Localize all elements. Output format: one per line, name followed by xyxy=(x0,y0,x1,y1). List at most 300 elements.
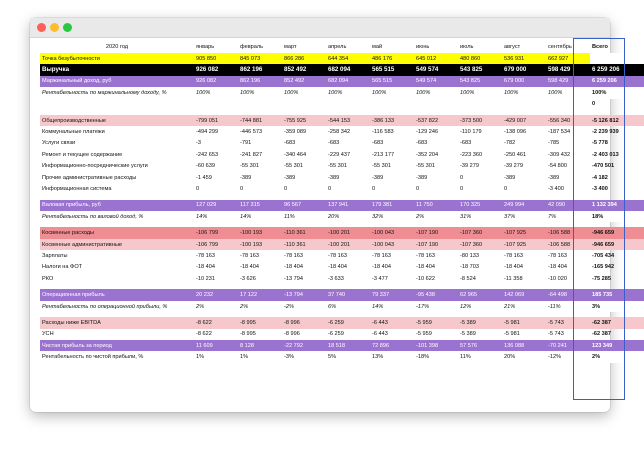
value-cell[interactable]: 37 740 xyxy=(326,289,370,300)
value-cell[interactable]: 32% xyxy=(372,213,384,220)
value-cell[interactable]: -106 799 xyxy=(194,239,238,250)
value-cell[interactable]: -213 177 xyxy=(372,151,395,158)
table-row xyxy=(40,99,644,110)
value-cell[interactable]: -55 301 xyxy=(284,163,303,170)
row-label[interactable]: Зарплаты xyxy=(42,252,68,259)
value-cell[interactable]: -340 464 xyxy=(284,151,307,158)
total-cell[interactable] xyxy=(590,53,644,64)
table-row xyxy=(40,317,644,328)
value-cell[interactable]: -78 163 xyxy=(328,252,347,259)
total-cell[interactable]: 100% xyxy=(590,87,644,98)
total-cell[interactable]: -2 403 013 xyxy=(592,151,619,158)
value-cell[interactable]: 170 325 xyxy=(458,200,502,211)
value-cell[interactable]: -429 007 xyxy=(502,115,546,126)
value-cell[interactable]: 565 515 xyxy=(370,76,414,87)
value-cell[interactable]: 31% xyxy=(460,213,472,220)
value-cell[interactable]: 20% xyxy=(328,213,340,220)
total-cell[interactable]: -3 400 xyxy=(592,185,608,192)
value-cell[interactable]: -389 xyxy=(284,174,296,181)
total-cell[interactable]: -5 126 812 xyxy=(590,115,644,126)
total-cell[interactable]: -946 659 xyxy=(590,227,644,238)
value-cell[interactable]: -537 822 xyxy=(414,115,458,126)
value-cell[interactable]: -389 xyxy=(416,174,428,181)
value-cell[interactable]: 679 000 xyxy=(502,76,546,87)
value-cell[interactable]: -5 981 xyxy=(502,317,546,328)
value-cell[interactable]: 142 069 xyxy=(502,289,546,300)
month-header: февраль xyxy=(240,43,264,50)
value-cell[interactable]: -446 573 xyxy=(240,129,263,136)
value-cell[interactable]: -18 404 xyxy=(372,264,391,271)
value-cell[interactable]: -6 443 xyxy=(372,331,388,338)
value-cell[interactable]: 852 492 xyxy=(282,64,326,75)
value-cell[interactable]: -683 xyxy=(284,140,296,147)
value-cell[interactable]: -107 360 xyxy=(458,239,502,250)
row-label[interactable]: РКО xyxy=(42,275,54,282)
table-row xyxy=(40,250,644,261)
table-row xyxy=(40,329,644,340)
value-cell[interactable]: 682 094 xyxy=(326,64,370,75)
value-cell[interactable]: 0 xyxy=(328,185,332,192)
value-cell[interactable]: -8 622 xyxy=(194,317,238,328)
total-cell[interactable]: 18% xyxy=(590,211,644,222)
value-cell[interactable]: -10 622 xyxy=(416,275,435,282)
month-header: июнь xyxy=(416,43,430,50)
row-label[interactable]: Чистая прибыль за период xyxy=(40,340,194,351)
value-cell[interactable]: 486 176 xyxy=(370,53,414,64)
value-cell[interactable]: -5 389 xyxy=(460,331,476,338)
value-cell[interactable]: 866 286 xyxy=(282,53,326,64)
value-cell[interactable]: -386 133 xyxy=(370,115,414,126)
table-row xyxy=(40,351,644,362)
value-cell[interactable]: 14% xyxy=(372,303,384,310)
table-row xyxy=(40,161,644,172)
value-cell[interactable]: -106 588 xyxy=(546,227,590,238)
row-label[interactable]: Выручка xyxy=(40,64,194,75)
total-cell[interactable]: 1 132 394 xyxy=(590,200,644,211)
value-cell[interactable]: -60 639 xyxy=(196,163,215,170)
value-cell[interactable]: -3 xyxy=(196,140,201,147)
value-cell[interactable]: -55 301 xyxy=(240,163,259,170)
value-cell[interactable]: -107 925 xyxy=(502,239,546,250)
value-cell[interactable]: 536 931 xyxy=(502,53,546,64)
total-cell[interactable]: -2 239 939 xyxy=(592,129,619,136)
value-cell[interactable]: 682 094 xyxy=(326,76,370,87)
value-cell[interactable]: -258 342 xyxy=(328,129,351,136)
value-cell[interactable]: 11 609 xyxy=(194,340,238,351)
value-cell[interactable]: 20 232 xyxy=(194,289,238,300)
value-cell[interactable]: 62 965 xyxy=(458,289,502,300)
value-cell[interactable]: 549 574 xyxy=(414,76,458,87)
value-cell[interactable] xyxy=(194,99,238,110)
total-cell[interactable]: -165 942 xyxy=(592,264,615,271)
value-cell[interactable]: -187 534 xyxy=(548,129,571,136)
row-label[interactable]: Информационно-посреднические услуги xyxy=(42,163,148,170)
value-cell[interactable]: -55 301 xyxy=(372,163,391,170)
value-cell[interactable]: -241 827 xyxy=(240,151,263,158)
value-cell[interactable]: 565 515 xyxy=(370,64,414,75)
value-cell[interactable]: 7% xyxy=(548,213,557,220)
value-cell[interactable] xyxy=(502,99,546,110)
value-cell[interactable]: -3% xyxy=(284,354,294,361)
value-cell[interactable]: 18 518 xyxy=(326,340,370,351)
value-cell[interactable]: -78 163 xyxy=(284,252,303,259)
row-label[interactable]: Коммунальные платежи xyxy=(42,129,105,136)
value-cell[interactable] xyxy=(370,99,414,110)
value-cell[interactable] xyxy=(414,99,458,110)
value-cell[interactable]: -389 xyxy=(504,174,516,181)
value-cell[interactable]: -100 201 xyxy=(326,227,370,238)
value-cell[interactable]: -242 653 xyxy=(196,151,219,158)
value-cell[interactable]: -352 204 xyxy=(416,151,439,158)
month-header: сентябрь xyxy=(548,43,572,50)
value-cell[interactable]: 645 012 xyxy=(414,53,458,64)
value-cell[interactable]: 127 029 xyxy=(194,200,238,211)
value-cell[interactable]: -95 438 xyxy=(414,289,458,300)
value-cell[interactable]: 14% xyxy=(240,213,252,220)
value-cell[interactable]: 0 xyxy=(416,185,420,192)
total-cell[interactable]: -470 501 xyxy=(592,163,615,170)
value-cell[interactable]: 17 122 xyxy=(238,289,282,300)
value-cell[interactable]: -78 163 xyxy=(548,252,567,259)
value-cell[interactable]: -6 259 xyxy=(328,331,344,338)
month-header: июль xyxy=(460,43,474,50)
value-cell[interactable] xyxy=(546,99,590,110)
value-cell[interactable]: 20% xyxy=(504,354,516,361)
value-cell[interactable]: -138 096 xyxy=(504,129,527,136)
value-cell[interactable]: -8 996 xyxy=(284,331,300,338)
value-cell[interactable]: 37% xyxy=(504,213,516,220)
value-cell[interactable]: -55 301 xyxy=(328,163,347,170)
value-cell[interactable]: 100% xyxy=(328,89,343,96)
value-cell[interactable]: 100% xyxy=(196,89,211,96)
row-label[interactable]: Рентабельность по валовой доход, % xyxy=(42,213,144,220)
value-cell[interactable]: 926 082 xyxy=(194,64,238,75)
value-cell[interactable]: 905 850 xyxy=(194,53,238,64)
total-cell[interactable]: 123 349 xyxy=(590,340,644,351)
value-cell[interactable]: -18 404 xyxy=(416,264,435,271)
minimize-window-button[interactable] xyxy=(50,23,59,32)
value-cell[interactable]: -3 477 xyxy=(372,275,388,282)
value-cell[interactable]: -389 xyxy=(240,174,252,181)
close-window-button[interactable] xyxy=(37,23,46,32)
value-cell[interactable]: 21% xyxy=(504,303,516,310)
value-cell[interactable]: -116 583 xyxy=(372,129,394,136)
value-cell[interactable]: 100% xyxy=(372,89,387,96)
value-cell[interactable]: 0 xyxy=(196,185,200,192)
value-cell[interactable]: -683 xyxy=(372,140,384,147)
value-cell[interactable]: 72 896 xyxy=(370,340,414,351)
value-cell[interactable]: -107 360 xyxy=(458,227,502,238)
value-cell[interactable]: -55 301 xyxy=(416,163,435,170)
value-cell[interactable]: -799 051 xyxy=(194,115,238,126)
value-cell[interactable]: -110 361 xyxy=(282,227,326,238)
value-cell[interactable]: 598 429 xyxy=(546,64,590,75)
value-cell[interactable]: -3 400 xyxy=(548,185,564,192)
value-cell[interactable]: 0 xyxy=(504,185,508,192)
value-cell[interactable]: -106 799 xyxy=(194,227,238,238)
month-header: апрель xyxy=(328,43,347,50)
value-cell[interactable]: -782 xyxy=(504,140,516,147)
value-cell[interactable]: -39 279 xyxy=(460,163,479,170)
value-cell[interactable]: -100 193 xyxy=(238,239,282,250)
value-cell[interactable]: -80 133 xyxy=(460,252,479,259)
value-cell[interactable]: -8 622 xyxy=(196,331,212,338)
value-cell[interactable]: -8 995 xyxy=(240,331,256,338)
month-header: август xyxy=(504,43,521,50)
value-cell[interactable] xyxy=(282,99,326,110)
value-cell[interactable]: -18% xyxy=(416,354,430,361)
value-cell[interactable]: 0 xyxy=(240,185,244,192)
value-cell[interactable]: -229 437 xyxy=(328,151,351,158)
row-label[interactable]: Операционная прибыль xyxy=(40,289,194,300)
value-cell[interactable]: 480 860 xyxy=(458,53,502,64)
value-cell[interactable]: -110 179 xyxy=(460,129,482,136)
total-cell[interactable]: -62 387 xyxy=(590,317,644,328)
row-label[interactable]: Рентабельность по операционной прибыли, % xyxy=(42,303,168,310)
value-cell[interactable]: -2% xyxy=(284,303,294,310)
value-cell[interactable]: -18 404 xyxy=(284,264,303,271)
value-cell[interactable]: 57 576 xyxy=(458,340,502,351)
table-row xyxy=(40,289,644,300)
value-cell[interactable]: -755 925 xyxy=(282,115,326,126)
value-cell[interactable]: -10 020 xyxy=(548,275,567,282)
table-row xyxy=(40,183,644,194)
value-cell[interactable]: 137 941 xyxy=(326,200,370,211)
value-cell[interactable]: -556 340 xyxy=(546,115,590,126)
value-cell[interactable]: -70 241 xyxy=(546,340,590,351)
value-cell[interactable]: -78 163 xyxy=(372,252,391,259)
total-cell[interactable]: -62 387 xyxy=(592,331,611,338)
value-cell[interactable]: -744 881 xyxy=(238,115,282,126)
value-cell[interactable] xyxy=(458,99,502,110)
value-cell[interactable]: -100 201 xyxy=(326,239,370,250)
row-label[interactable]: Прочие административные расходы xyxy=(42,174,137,181)
value-cell[interactable]: 549 574 xyxy=(414,64,458,75)
table-row xyxy=(40,76,644,87)
value-cell[interactable]: -309 432 xyxy=(548,151,571,158)
value-cell[interactable] xyxy=(238,99,282,110)
value-cell[interactable]: -12% xyxy=(548,354,562,361)
table-row xyxy=(40,64,644,75)
value-cell[interactable]: -54 800 xyxy=(548,163,567,170)
total-cell[interactable]: 0 xyxy=(592,101,596,108)
value-cell[interactable]: -18 404 xyxy=(240,264,259,271)
value-cell[interactable]: 100% xyxy=(548,89,563,96)
month-header: май xyxy=(372,43,383,50)
value-cell[interactable]: 852 492 xyxy=(282,76,326,87)
value-cell[interactable]: -373 500 xyxy=(458,115,502,126)
value-cell[interactable]: -6 259 xyxy=(326,317,370,328)
value-cell[interactable]: -683 xyxy=(416,140,428,147)
value-cell[interactable]: 543 825 xyxy=(458,64,502,75)
value-cell[interactable]: -17% xyxy=(416,303,430,310)
value-cell[interactable]: -100 193 xyxy=(238,227,282,238)
row-label[interactable]: Общепроизводственные xyxy=(40,115,194,126)
value-cell[interactable]: -494 299 xyxy=(196,129,219,136)
row-label[interactable]: Маржинальный доход, руб xyxy=(40,76,194,87)
value-cell[interactable]: 543 825 xyxy=(458,76,502,87)
value-cell[interactable]: -129 246 xyxy=(416,129,439,136)
value-cell[interactable]: -5 743 xyxy=(546,317,590,328)
value-cell[interactable]: -100 043 xyxy=(370,227,414,238)
table-row xyxy=(40,301,644,312)
value-cell[interactable]: -13 794 xyxy=(284,275,303,282)
value-cell[interactable]: -18 404 xyxy=(504,264,523,271)
value-cell[interactable] xyxy=(326,99,370,110)
value-cell[interactable]: -100 043 xyxy=(370,239,414,250)
total-cell[interactable]: -4 182 xyxy=(592,174,608,181)
row-label[interactable]: Рентабельность по чистой прибыли, % xyxy=(42,354,144,361)
value-cell[interactable]: -8 995 xyxy=(238,317,282,328)
value-cell[interactable]: 249 994 xyxy=(502,200,546,211)
row-label[interactable]: Налоги на ФОТ xyxy=(42,264,83,271)
total-cell[interactable]: -5 778 xyxy=(592,140,608,147)
value-cell[interactable]: -18 404 xyxy=(548,264,567,271)
total-cell[interactable]: -75 285 xyxy=(592,275,611,282)
total-cell[interactable]: -705 434 xyxy=(592,252,615,259)
value-cell[interactable]: 0 xyxy=(460,174,464,181)
value-cell[interactable]: 100% xyxy=(416,89,431,96)
value-cell[interactable]: 2% xyxy=(196,303,205,310)
total-cell[interactable]: 6 259 206 xyxy=(590,64,644,75)
value-cell[interactable]: 845 073 xyxy=(238,53,282,64)
value-cell[interactable]: 8 128 xyxy=(238,340,282,351)
value-cell[interactable]: 1% xyxy=(196,354,205,361)
value-cell[interactable]: 0 xyxy=(460,185,464,192)
value-cell[interactable]: -544 153 xyxy=(326,115,370,126)
total-cell[interactable]: 3% xyxy=(590,301,644,312)
row-label[interactable]: Услуги связи xyxy=(42,140,76,147)
total-cell[interactable]: 6 259 206 xyxy=(590,76,644,87)
row-label[interactable]: УСН xyxy=(42,331,54,338)
value-cell[interactable]: 100% xyxy=(460,89,475,96)
row-label[interactable]: Точка безубыточности xyxy=(40,53,194,64)
value-cell[interactable]: -18 404 xyxy=(328,264,347,271)
value-cell[interactable]: -78 163 xyxy=(416,252,435,259)
value-cell[interactable]: 136 088 xyxy=(502,340,546,351)
value-cell[interactable]: -11% xyxy=(548,303,561,310)
value-cell[interactable]: -8 996 xyxy=(282,317,326,328)
total-cell[interactable]: 2% xyxy=(590,351,644,362)
value-cell[interactable]: -107 925 xyxy=(502,227,546,238)
value-cell[interactable]: 862 196 xyxy=(238,64,282,75)
value-cell[interactable]: 0 xyxy=(372,185,376,192)
table-row xyxy=(40,126,644,137)
value-cell[interactable]: -78 163 xyxy=(240,252,259,259)
value-cell[interactable]: -10 231 xyxy=(196,275,215,282)
value-cell[interactable]: -5 981 xyxy=(504,331,520,338)
table-row xyxy=(40,340,644,351)
value-cell[interactable]: 100% xyxy=(240,89,255,96)
value-cell[interactable]: 179 381 xyxy=(370,200,414,211)
value-cell[interactable]: -101 398 xyxy=(414,340,458,351)
value-cell[interactable]: 11% xyxy=(460,354,471,361)
value-cell[interactable]: -3 633 xyxy=(328,275,344,282)
value-cell[interactable]: -683 xyxy=(328,140,340,147)
value-cell[interactable]: 12% xyxy=(460,303,472,310)
value-cell[interactable]: -785 xyxy=(548,140,560,147)
value-cell[interactable]: -683 xyxy=(460,140,472,147)
value-cell[interactable]: -389 xyxy=(328,174,340,181)
row-label[interactable]: Расходы ниже EBITDA xyxy=(40,317,194,328)
value-cell[interactable]: -791 xyxy=(240,140,252,147)
value-cell[interactable]: -107 190 xyxy=(414,227,458,238)
total-cell[interactable]: 185 735 xyxy=(590,289,644,300)
value-cell[interactable]: -22 792 xyxy=(282,340,326,351)
zoom-window-button[interactable] xyxy=(63,23,72,32)
value-cell[interactable]: -5 959 xyxy=(416,331,432,338)
value-cell[interactable]: 926 082 xyxy=(194,76,238,87)
value-cell[interactable]: -107 190 xyxy=(414,239,458,250)
value-cell[interactable]: 13% xyxy=(372,354,384,361)
value-cell[interactable]: -64 498 xyxy=(546,289,590,300)
row-label[interactable]: Косвенные расходы xyxy=(40,227,194,238)
value-cell[interactable]: -223 360 xyxy=(460,151,483,158)
value-cell[interactable]: 6% xyxy=(328,303,337,310)
value-cell[interactable]: -18 404 xyxy=(196,264,215,271)
value-cell[interactable]: 2% xyxy=(240,303,249,310)
value-cell[interactable]: 0 xyxy=(284,185,288,192)
value-cell[interactable]: -5 743 xyxy=(548,331,564,338)
value-cell[interactable]: 11 750 xyxy=(414,200,458,211)
value-cell[interactable]: -5 959 xyxy=(414,317,458,328)
value-cell[interactable]: -11 358 xyxy=(504,275,523,282)
value-cell[interactable]: 662 927 xyxy=(546,53,590,64)
value-cell[interactable]: -250 461 xyxy=(504,151,527,158)
value-cell[interactable]: -8 524 xyxy=(460,275,476,282)
value-cell[interactable]: -359 089 xyxy=(284,129,307,136)
row-label[interactable]: Рентабельность по маржинальному доходу, % xyxy=(42,89,167,96)
value-cell[interactable]: -3 626 xyxy=(240,275,256,282)
value-cell[interactable]: -110 361 xyxy=(282,239,326,250)
value-cell[interactable]: -78 163 xyxy=(196,252,215,259)
value-cell[interactable]: 42 090 xyxy=(546,200,590,211)
value-cell[interactable]: -6 443 xyxy=(370,317,414,328)
value-cell[interactable]: -13 794 xyxy=(282,289,326,300)
value-cell[interactable]: 11% xyxy=(284,213,295,220)
value-cell[interactable]: 1% xyxy=(240,354,249,361)
value-cell[interactable]: -39 279 xyxy=(504,163,523,170)
value-cell[interactable]: -78 163 xyxy=(504,252,523,259)
value-cell[interactable]: 862 196 xyxy=(238,76,282,87)
value-cell[interactable]: 100% xyxy=(284,89,299,96)
table-row xyxy=(40,227,644,238)
value-cell[interactable]: -106 588 xyxy=(546,239,590,250)
table-row xyxy=(40,172,644,183)
value-cell[interactable]: -18 703 xyxy=(460,264,479,271)
row-label[interactable]: Информационная система xyxy=(42,185,112,192)
value-cell[interactable]: 100% xyxy=(504,89,519,96)
value-cell[interactable]: -389 xyxy=(548,174,560,181)
value-cell[interactable]: -389 xyxy=(372,174,384,181)
value-cell[interactable]: 598 429 xyxy=(546,76,590,87)
value-cell[interactable]: -5 389 xyxy=(458,317,502,328)
row-label[interactable]: Валовая прибыль, руб xyxy=(40,200,194,211)
value-cell[interactable]: 644 354 xyxy=(326,53,370,64)
row-label[interactable]: Косвенные административные xyxy=(40,239,194,250)
row-label[interactable] xyxy=(40,99,194,110)
value-cell[interactable]: 96 567 xyxy=(282,200,326,211)
value-cell[interactable]: 117 315 xyxy=(238,200,282,211)
value-cell[interactable]: 679 000 xyxy=(502,64,546,75)
row-label[interactable]: Ремонт и текущее содержание xyxy=(42,151,123,158)
total-cell[interactable]: -946 659 xyxy=(590,239,644,250)
value-cell[interactable]: -1 459 xyxy=(196,174,212,181)
value-cell[interactable]: 79 337 xyxy=(370,289,414,300)
value-cell[interactable]: 14% xyxy=(196,213,208,220)
value-cell[interactable]: 2% xyxy=(416,213,425,220)
value-cell[interactable]: 5% xyxy=(328,354,337,361)
